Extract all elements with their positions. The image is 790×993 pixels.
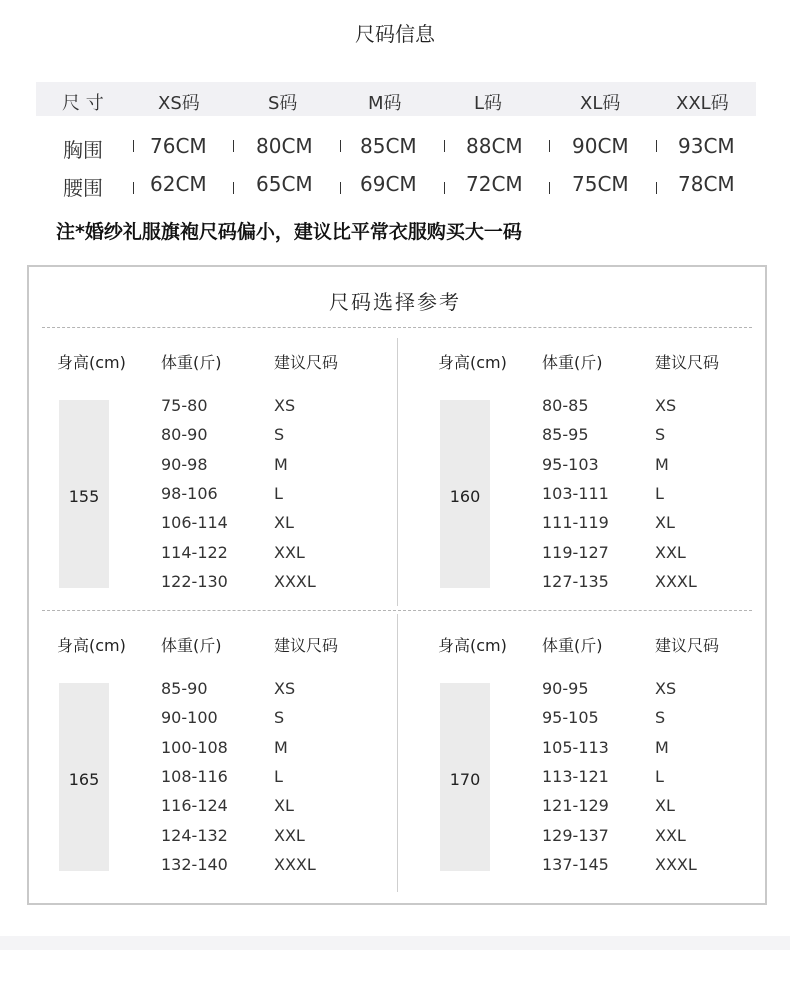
size-separator (133, 182, 134, 194)
height-value: 170 (449, 770, 481, 789)
size-value-cell: 72CM (466, 172, 523, 196)
recommended-size: XS (655, 396, 677, 415)
weight-range: 121-129 (542, 796, 609, 815)
recommended-size: XL (655, 796, 675, 815)
size-separator (233, 182, 234, 194)
weight-range: 90-100 (161, 708, 218, 727)
size-row-label: 腰围 (63, 176, 103, 200)
weight-range: 100-108 (161, 738, 228, 757)
height-column-header: 身高(cm) (438, 636, 507, 655)
size-separator (233, 140, 234, 152)
weight-range: 90-95 (542, 679, 589, 698)
size-header-cell: L码 (474, 93, 503, 114)
weight-column-header: 体重(斤) (161, 636, 222, 655)
weight-range: 105-113 (542, 738, 609, 757)
weight-range: 129-137 (542, 826, 609, 845)
size-header-label: 尺 寸 (62, 93, 104, 114)
size-note: 注*婚纱礼服旗袍尺码偏小，建议比平常衣服购买大一码 (56, 221, 522, 243)
weight-range: 137-145 (542, 855, 609, 874)
size-column-header: 建议尺码 (655, 353, 720, 372)
weight-column-header: 体重(斤) (542, 636, 603, 655)
height-value: 165 (68, 770, 100, 789)
height-value: 155 (68, 487, 100, 506)
weight-range: 80-90 (161, 425, 208, 444)
recommended-size: XXXL (274, 572, 316, 591)
weight-range: 106-114 (161, 513, 228, 532)
height-column-header: 身高(cm) (57, 353, 126, 372)
recommended-size: M (274, 738, 288, 757)
recommended-size: XXXL (655, 855, 697, 874)
weight-range: 90-98 (161, 455, 208, 474)
size-header-cell: XXL码 (676, 93, 729, 114)
page-title: 尺码信息 (355, 22, 435, 46)
weight-range: 98-106 (161, 484, 218, 503)
weight-range: 119-127 (542, 543, 609, 562)
recommended-size: S (274, 425, 285, 444)
size-value-cell: 78CM (678, 172, 735, 196)
weight-range: 95-105 (542, 708, 599, 727)
size-row-label: 胸围 (63, 138, 103, 162)
recommended-size: L (655, 484, 664, 503)
weight-range: 127-135 (542, 572, 609, 591)
size-value-cell: 65CM (256, 172, 313, 196)
size-separator (444, 140, 445, 152)
weight-range: 122-130 (161, 572, 228, 591)
weight-column-header: 体重(斤) (161, 353, 222, 372)
weight-range: 103-111 (542, 484, 609, 503)
recommended-size: XXXL (655, 572, 697, 591)
size-value-cell: 88CM (466, 134, 523, 158)
size-header-cell: M码 (368, 93, 402, 114)
recommended-size: L (655, 767, 664, 786)
reference-title: 尺码选择参考 (329, 290, 461, 314)
weight-column-header: 体重(斤) (542, 353, 603, 372)
size-header-cell: S码 (268, 93, 298, 114)
recommended-size: M (655, 455, 669, 474)
divider-vertical-upper (397, 338, 398, 606)
size-value-cell: 80CM (256, 134, 313, 158)
recommended-size: S (274, 708, 285, 727)
size-separator (444, 182, 445, 194)
recommended-size: L (274, 767, 283, 786)
size-value-cell: 75CM (572, 172, 629, 196)
size-value-cell: 62CM (150, 172, 207, 196)
weight-range: 95-103 (542, 455, 599, 474)
footer-band (0, 936, 790, 950)
recommended-size: XXL (274, 543, 305, 562)
recommended-size: XL (655, 513, 675, 532)
size-separator (133, 140, 134, 152)
recommended-size: S (655, 425, 666, 444)
size-separator (340, 182, 341, 194)
size-column-header: 建议尺码 (274, 353, 339, 372)
recommended-size: M (274, 455, 288, 474)
weight-range: 85-95 (542, 425, 589, 444)
size-value-cell: 69CM (360, 172, 417, 196)
size-value-cell: 93CM (678, 134, 735, 158)
weight-range: 80-85 (542, 396, 589, 415)
recommended-size: XXL (655, 543, 686, 562)
recommended-size: M (655, 738, 669, 757)
size-separator (549, 140, 550, 152)
height-column-header: 身高(cm) (438, 353, 507, 372)
size-separator (549, 182, 550, 194)
size-value-cell: 90CM (572, 134, 629, 158)
recommended-size: XXL (655, 826, 686, 845)
recommended-size: XXL (274, 826, 305, 845)
recommended-size: L (274, 484, 283, 503)
height-column-header: 身高(cm) (57, 636, 126, 655)
weight-range: 85-90 (161, 679, 208, 698)
recommended-size: XS (274, 679, 296, 698)
size-value-cell: 76CM (150, 134, 207, 158)
weight-range: 114-122 (161, 543, 228, 562)
weight-range: 75-80 (161, 396, 208, 415)
weight-range: 132-140 (161, 855, 228, 874)
weight-range: 113-121 (542, 767, 609, 786)
weight-range: 124-132 (161, 826, 228, 845)
size-header-cell: XL码 (580, 93, 621, 114)
divider-middle (42, 610, 752, 611)
size-column-header: 建议尺码 (274, 636, 339, 655)
size-value-cell: 85CM (360, 134, 417, 158)
recommended-size: XXXL (274, 855, 316, 874)
size-separator (656, 140, 657, 152)
recommended-size: S (655, 708, 666, 727)
size-separator (656, 182, 657, 194)
weight-range: 116-124 (161, 796, 228, 815)
weight-range: 111-119 (542, 513, 609, 532)
recommended-size: XL (274, 796, 294, 815)
recommended-size: XS (655, 679, 677, 698)
recommended-size: XS (274, 396, 296, 415)
recommended-size: XL (274, 513, 294, 532)
size-separator (340, 140, 341, 152)
divider-vertical-lower (397, 614, 398, 892)
weight-range: 108-116 (161, 767, 228, 786)
size-header-cell: XS码 (158, 93, 200, 114)
divider-top (42, 327, 752, 328)
height-value: 160 (449, 487, 481, 506)
size-column-header: 建议尺码 (655, 636, 720, 655)
